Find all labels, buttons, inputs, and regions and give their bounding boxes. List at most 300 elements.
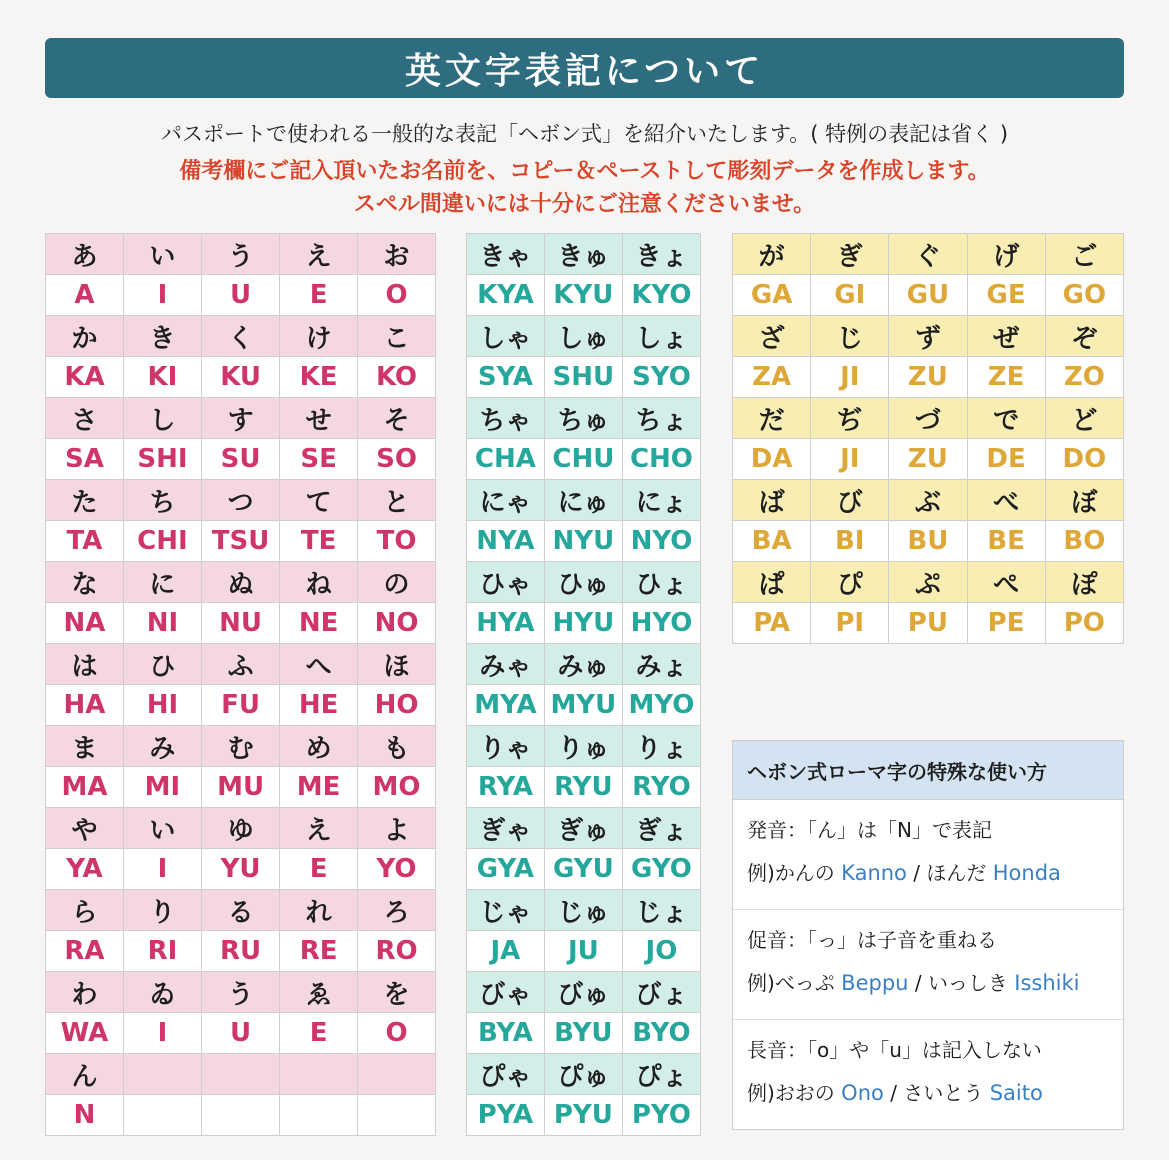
kana-cell: ぱ (733, 562, 811, 603)
romaji-cell: WA (46, 1013, 124, 1054)
romaji-cell: SYO (622, 357, 700, 398)
kana-row (46, 972, 436, 1013)
kana-cell: にょ (622, 480, 700, 521)
dakuon-kana-table (732, 233, 1124, 644)
kana-cell: ば (733, 480, 811, 521)
romaji-cell: HYO (622, 603, 700, 644)
romaji-cell: GA (733, 275, 811, 316)
kana-cell: な (46, 562, 124, 603)
kana-cell: は (46, 644, 124, 685)
romaji-cell: E (280, 275, 358, 316)
kana-cell: ぷ (889, 562, 967, 603)
romaji-cell: TO (358, 521, 436, 562)
kana-row (467, 398, 701, 439)
kana-cell: ぜ (967, 316, 1045, 357)
romaji-cell: PI (811, 603, 889, 644)
romaji-cell: HYA (467, 603, 545, 644)
kana-cell: ぎゅ (544, 808, 622, 849)
romaji-cell: U (201, 275, 279, 316)
romaji-cell: BE (967, 521, 1045, 562)
kana-cell: ゆ (201, 808, 279, 849)
kana-cell: ち (123, 480, 201, 521)
kana-cell: だ (733, 398, 811, 439)
example-romaji: Ono (841, 1081, 884, 1105)
romaji-cell: SU (201, 439, 279, 480)
romaji-cell: JI (811, 439, 889, 480)
romaji-cell: MYU (544, 685, 622, 726)
romaji-cell: KE (280, 357, 358, 398)
kana-cell: みょ (622, 644, 700, 685)
page-title-banner (45, 38, 1124, 98)
romaji-cell: O (358, 1013, 436, 1054)
example-separator: / (913, 861, 921, 885)
kana-cell: びゃ (467, 972, 545, 1013)
romaji-cell: RYU (544, 767, 622, 808)
kana-cell: びゅ (544, 972, 622, 1013)
kana-row (733, 316, 1124, 357)
kana-cell: お (358, 234, 436, 275)
note-rule: 促音：「っ」は子音を重ねる (747, 928, 997, 952)
kana-cell: び (811, 480, 889, 521)
kana-cell: ゐ (123, 972, 201, 1013)
kana-cell: え (280, 808, 358, 849)
romaji-cell: SO (358, 439, 436, 480)
warning-text-line1: 備考欄にご記入頂いたお名前を、コピー＆ペーストして彫刻データを作成します。 (179, 159, 990, 184)
romaji-cell: NU (201, 603, 279, 644)
romaji-row (467, 439, 701, 480)
romaji-cell: BYA (467, 1013, 545, 1054)
kana-row (467, 808, 701, 849)
warning-text-line2: スペル間違いには十分にご注意くださいませ。 (353, 192, 816, 217)
kana-cell: と (358, 480, 436, 521)
kana-cell: ちゅ (544, 398, 622, 439)
romaji-cell: YU (201, 849, 279, 890)
kana-cell: ちゃ (467, 398, 545, 439)
kana-cell: む (201, 726, 279, 767)
romaji-cell: DA (733, 439, 811, 480)
kana-cell: ひょ (622, 562, 700, 603)
romaji-cell: KI (123, 357, 201, 398)
kana-cell: み (123, 726, 201, 767)
romaji-cell: NYO (622, 521, 700, 562)
kana-cell: め (280, 726, 358, 767)
kana-cell: に (123, 562, 201, 603)
example-kana: おおの (774, 1081, 835, 1105)
romaji-row (46, 767, 436, 808)
kana-row (46, 562, 436, 603)
romaji-cell: N (46, 1095, 124, 1136)
kana-row (46, 316, 436, 357)
kana-cell: す (201, 398, 279, 439)
kana-cell: ぎ (811, 234, 889, 275)
kana-cell: きゃ (467, 234, 545, 275)
kana-cell: ひ (123, 644, 201, 685)
kana-cell (280, 1054, 358, 1095)
kana-cell: せ (280, 398, 358, 439)
note-example (747, 857, 1109, 886)
romaji-cell: PYA (467, 1095, 545, 1136)
kana-row (46, 644, 436, 685)
note-item-chouon (733, 1020, 1123, 1130)
kana-cell: た (46, 480, 124, 521)
romaji-row (467, 275, 701, 316)
romaji-cell: JU (544, 931, 622, 972)
kana-cell: れ (280, 890, 358, 931)
example-kana: ほんだ (926, 861, 987, 885)
kana-row (733, 480, 1124, 521)
kana-cell: ぐ (889, 234, 967, 275)
romaji-row (46, 275, 436, 316)
romaji-cell: PE (967, 603, 1045, 644)
romaji-cell: SYA (467, 357, 545, 398)
romaji-cell: RYO (622, 767, 700, 808)
romaji-cell: NYU (544, 521, 622, 562)
kana-cell: ご (1045, 234, 1123, 275)
kana-cell: け (280, 316, 358, 357)
notes-title: ヘボン式ローマ字の特殊な使い方 (733, 741, 1123, 800)
romaji-cell: TE (280, 521, 358, 562)
romaji-cell: BI (811, 521, 889, 562)
kana-row (467, 562, 701, 603)
romaji-row (733, 275, 1124, 316)
kana-cell: きょ (622, 234, 700, 275)
romaji-cell: KO (358, 357, 436, 398)
kana-cell: を (358, 972, 436, 1013)
romaji-cell: DO (1045, 439, 1123, 480)
romaji-cell: BO (1045, 521, 1123, 562)
romaji-cell: I (123, 275, 201, 316)
kana-cell: しゅ (544, 316, 622, 357)
romaji-cell: NI (123, 603, 201, 644)
kana-cell: きゅ (544, 234, 622, 275)
kana-cell: ざ (733, 316, 811, 357)
kana-cell: わ (46, 972, 124, 1013)
romaji-cell: MYO (622, 685, 700, 726)
romaji-cell: HYU (544, 603, 622, 644)
romaji-cell: ZE (967, 357, 1045, 398)
example-prefix: 例) (747, 861, 775, 885)
kana-cell: ひゃ (467, 562, 545, 603)
page-title: 英文字表記について (404, 50, 765, 92)
kana-row (467, 644, 701, 685)
romaji-row (467, 603, 701, 644)
kana-cell: りゅ (544, 726, 622, 767)
kana-cell: ぶ (889, 480, 967, 521)
kana-cell: も (358, 726, 436, 767)
romaji-cell: U (201, 1013, 279, 1054)
kana-cell: そ (358, 398, 436, 439)
romaji-cell (201, 1095, 279, 1136)
romaji-cell: SA (46, 439, 124, 480)
kana-cell: ぢ (811, 398, 889, 439)
romaji-cell: HA (46, 685, 124, 726)
romaji-cell: BU (889, 521, 967, 562)
romaji-cell: KYO (622, 275, 700, 316)
romaji-cell: HE (280, 685, 358, 726)
kana-row (46, 398, 436, 439)
kana-row (46, 480, 436, 521)
kana-cell: ぺ (967, 562, 1045, 603)
kana-cell: る (201, 890, 279, 931)
romaji-cell: RO (358, 931, 436, 972)
romaji-cell: BYO (622, 1013, 700, 1054)
kana-cell: さ (46, 398, 124, 439)
kana-cell (358, 1054, 436, 1095)
romaji-cell: A (46, 275, 124, 316)
kana-cell: りょ (622, 726, 700, 767)
kana-row (467, 316, 701, 357)
romaji-row (46, 931, 436, 972)
note-rule: 長音：「o」や「u」は記入しない (747, 1038, 1042, 1062)
kana-row (467, 890, 701, 931)
kana-row (467, 1054, 701, 1095)
kana-cell: く (201, 316, 279, 357)
romaji-cell: PYO (622, 1095, 700, 1136)
romaji-cell: JI (811, 357, 889, 398)
kana-cell: よ (358, 808, 436, 849)
kana-cell: じゅ (544, 890, 622, 931)
romaji-cell: ZU (889, 439, 967, 480)
romaji-row (46, 1095, 436, 1136)
kana-cell: の (358, 562, 436, 603)
kana-cell: つ (201, 480, 279, 521)
romaji-cell: SHU (544, 357, 622, 398)
romaji-row (467, 1013, 701, 1054)
kana-cell: へ (280, 644, 358, 685)
romaji-cell: SE (280, 439, 358, 480)
kana-cell: ろ (358, 890, 436, 931)
romaji-cell: CHU (544, 439, 622, 480)
romaji-cell: MU (201, 767, 279, 808)
romaji-cell: SHI (123, 439, 201, 480)
romaji-cell: YO (358, 849, 436, 890)
romaji-cell: MYA (467, 685, 545, 726)
kana-row (733, 562, 1124, 603)
romaji-row (46, 439, 436, 480)
romaji-cell: GYU (544, 849, 622, 890)
basic-kana-table (45, 233, 436, 1136)
kana-row (467, 234, 701, 275)
kana-cell: ぎゃ (467, 808, 545, 849)
kana-row (46, 890, 436, 931)
example-prefix: 例) (747, 1081, 775, 1105)
romaji-cell: CHO (622, 439, 700, 480)
romaji-cell: PU (889, 603, 967, 644)
romaji-cell: TSU (201, 521, 279, 562)
example-kana: いっしき (927, 971, 1008, 995)
kana-cell: ぴゅ (544, 1054, 622, 1095)
kana-cell: し (123, 398, 201, 439)
kana-cell: にゅ (544, 480, 622, 521)
kana-cell: にゃ (467, 480, 545, 521)
kana-cell: じゃ (467, 890, 545, 931)
romaji-cell: FU (201, 685, 279, 726)
romaji-row (46, 357, 436, 398)
kana-cell: ぴ (811, 562, 889, 603)
romaji-row (46, 521, 436, 562)
romaji-cell: KYA (467, 275, 545, 316)
kana-cell: え (280, 234, 358, 275)
example-kana: かんの (774, 861, 835, 885)
romaji-cell: GI (811, 275, 889, 316)
romaji-cell: KU (201, 357, 279, 398)
romaji-cell: O (358, 275, 436, 316)
note-item-sokuon (733, 910, 1123, 1020)
romaji-cell: RU (201, 931, 279, 972)
note-rule: 発音：「ん」は「N」で表記 (747, 818, 992, 842)
kana-cell (123, 1054, 201, 1095)
romaji-row (467, 357, 701, 398)
kana-cell: りゃ (467, 726, 545, 767)
example-separator: / (890, 1081, 897, 1105)
romaji-cell: HI (123, 685, 201, 726)
romaji-cell: I (123, 849, 201, 890)
romaji-cell: E (280, 1013, 358, 1054)
romaji-row (733, 603, 1124, 644)
kana-row (733, 398, 1124, 439)
kana-cell: じょ (622, 890, 700, 931)
kana-row (46, 1054, 436, 1095)
example-romaji: Beppu (841, 971, 909, 995)
kana-cell: が (733, 234, 811, 275)
kana-cell: ん (46, 1054, 124, 1095)
romaji-cell: BYU (544, 1013, 622, 1054)
kana-row (46, 808, 436, 849)
romaji-cell: BA (733, 521, 811, 562)
romaji-cell: RA (46, 931, 124, 972)
intro-text: パスポートで使われる一般的な表記「ヘボン式」を紹介いたします。( 特例の表記は省く ) (160, 122, 1009, 146)
kana-cell: ぽ (1045, 562, 1123, 603)
kana-cell: ほ (358, 644, 436, 685)
romaji-cell: PYU (544, 1095, 622, 1136)
romaji-cell: NO (358, 603, 436, 644)
romaji-cell: NE (280, 603, 358, 644)
kana-row (46, 726, 436, 767)
romaji-row (467, 849, 701, 890)
kana-cell: ゑ (280, 972, 358, 1013)
romaji-cell: GU (889, 275, 967, 316)
example-romaji: Saito (989, 1081, 1043, 1105)
kana-cell: う (201, 972, 279, 1013)
kana-cell: みゅ (544, 644, 622, 685)
romaji-cell: CHI (123, 521, 201, 562)
hepburn-notes-box (732, 740, 1124, 1130)
kana-cell: ぴゃ (467, 1054, 545, 1095)
note-item-hatsuon (733, 800, 1123, 910)
kana-cell: ず (889, 316, 967, 357)
kana-cell: て (280, 480, 358, 521)
kana-cell: ぎょ (622, 808, 700, 849)
romaji-cell: JO (622, 931, 700, 972)
note-example (747, 1077, 1109, 1106)
kana-cell: しゃ (467, 316, 545, 357)
romaji-cell: I (123, 1013, 201, 1054)
kana-row (46, 234, 436, 275)
kana-cell: しょ (622, 316, 700, 357)
romaji-cell: DE (967, 439, 1045, 480)
kana-cell: べ (967, 480, 1045, 521)
kana-cell: びょ (622, 972, 700, 1013)
romaji-cell: GE (967, 275, 1045, 316)
example-romaji: Honda (992, 861, 1061, 885)
romaji-row (733, 357, 1124, 398)
romaji-cell: GO (1045, 275, 1123, 316)
kana-row (467, 480, 701, 521)
kana-cell: あ (46, 234, 124, 275)
romaji-cell: KYU (544, 275, 622, 316)
kana-cell: い (123, 808, 201, 849)
kana-cell: ぴょ (622, 1054, 700, 1095)
romaji-cell: ZU (889, 357, 967, 398)
romaji-cell: E (280, 849, 358, 890)
romaji-row (46, 1013, 436, 1054)
romaji-row (467, 685, 701, 726)
romaji-cell: ZO (1045, 357, 1123, 398)
romaji-row (733, 521, 1124, 562)
kana-cell: ど (1045, 398, 1123, 439)
romaji-cell (280, 1095, 358, 1136)
romaji-row (46, 849, 436, 890)
kana-cell: き (123, 316, 201, 357)
example-kana: べっぷ (774, 971, 835, 995)
romaji-row (467, 1095, 701, 1136)
kana-cell: みゃ (467, 644, 545, 685)
kana-cell: う (201, 234, 279, 275)
romaji-cell: TA (46, 521, 124, 562)
kana-cell: ぞ (1045, 316, 1123, 357)
yoon-kana-table (466, 233, 701, 1136)
romaji-cell: RI (123, 931, 201, 972)
example-prefix: 例) (747, 971, 775, 995)
kana-cell: や (46, 808, 124, 849)
kana-cell: こ (358, 316, 436, 357)
kana-cell: ぬ (201, 562, 279, 603)
kana-cell: ふ (201, 644, 279, 685)
romaji-row (46, 685, 436, 726)
kana-cell: げ (967, 234, 1045, 275)
kana-cell: じ (811, 316, 889, 357)
romaji-cell: RYA (467, 767, 545, 808)
romaji-cell: ZA (733, 357, 811, 398)
romaji-cell: PO (1045, 603, 1123, 644)
romaji-cell: GYO (622, 849, 700, 890)
romaji-row (467, 767, 701, 808)
kana-cell: ま (46, 726, 124, 767)
romaji-cell: JA (467, 931, 545, 972)
example-kana: さいとう (903, 1081, 984, 1105)
romaji-cell: MO (358, 767, 436, 808)
romaji-cell: NA (46, 603, 124, 644)
kana-cell (201, 1054, 279, 1095)
kana-cell: で (967, 398, 1045, 439)
kana-cell: い (123, 234, 201, 275)
kana-cell: か (46, 316, 124, 357)
kana-row (467, 972, 701, 1013)
kana-cell: り (123, 890, 201, 931)
romaji-cell: MI (123, 767, 201, 808)
romaji-cell: ME (280, 767, 358, 808)
kana-cell: ら (46, 890, 124, 931)
romaji-cell: KA (46, 357, 124, 398)
romaji-cell: NYA (467, 521, 545, 562)
romaji-row (467, 931, 701, 972)
romaji-cell: GYA (467, 849, 545, 890)
romaji-cell: RE (280, 931, 358, 972)
romaji-cell (123, 1095, 201, 1136)
kana-row (733, 234, 1124, 275)
note-example (747, 967, 1109, 996)
romaji-cell: YA (46, 849, 124, 890)
